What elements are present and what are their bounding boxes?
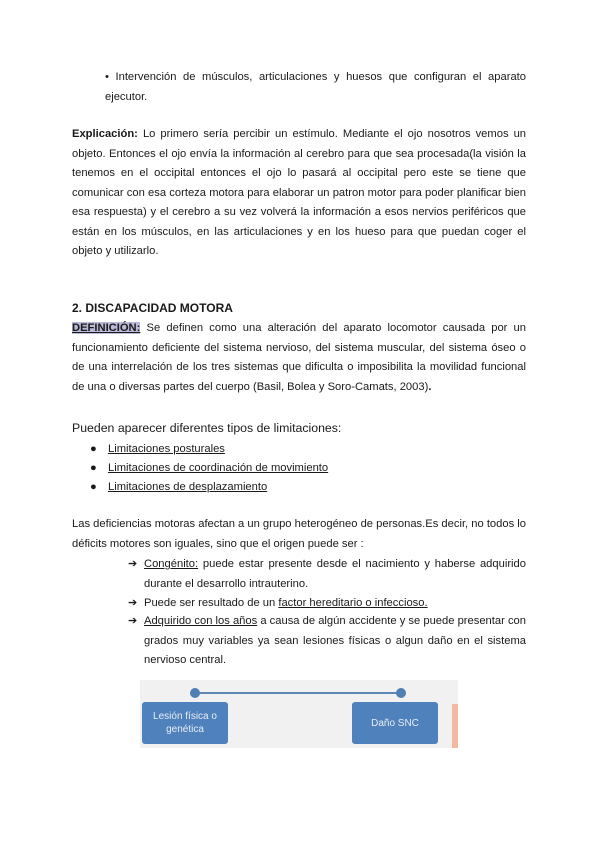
decorative-stripe [452,704,458,748]
definicion-label: DEFINICIÓN: [72,322,141,334]
section-title: 2. DISCAPACIDAD MOTORA [72,301,233,315]
origen-pre: Puede ser resultado de un [144,597,279,609]
arrow-right-icon: ➔ [128,558,138,570]
origen-item-adquirido [128,612,526,671]
arrow-right-icon: ➔ [128,597,138,609]
arrow-right-icon: ➔ [128,615,138,627]
diagram-node-left [190,688,200,698]
bullet-icon: ● [90,462,97,474]
diagram-box-lesion: Lesión física o genética [142,702,228,744]
list-item [90,478,328,497]
origen-link: Adquirido con los años [144,615,258,627]
bullet-icon: ● [90,481,97,493]
explicacion-paragraph [72,125,526,262]
intro-bullet: • Intervención de músculos, articulaciones y huesos que configuran el aparato ejecutor. [105,71,526,103]
limitacion-label: Limitaciones de coordinación de movimiento [108,462,329,474]
origin-diagram [140,680,458,748]
definicion-end: . [428,380,432,393]
explicacion-text: Lo primero sería percibir un estímulo. Mediante el ojo nosotros vemos un objeto. Entonces el ojo envía la información al cerebro para que sea procesada(la visión la tenemos en el occipital entonces el ojo lo pasará al occipital pero este se tiene que comunicar con esa corteza motora para elaborar un patron motor para poder planificar bien esa respuesta) y el cerebro a su vez volverá la información a esos nervios periféricos que están en los músculos, en las articulaciones y en los hueso para que puedan coger el objeto y utilizarlo. [72,128,527,257]
definicion-text: Se definen como una alteración del aparato locomotor causada por un funcionamiento deficiente del sistema nervioso, del sistema muscular, del sistema óseo o de una interrelación de los tres sistemas que dificulta o imposibilita la movilidad funcional de una o diversas partes del cuerpo (Basil, Bolea y Soro-Camats, 2003) [72,322,527,393]
origen-link: factor hereditario o infeccioso. [278,597,428,609]
bullet-icon: ● [90,443,97,455]
origen-item-hereditario [128,594,526,614]
origen-post: a causa de algún accidente y se puede presentar con grados muy variables ya sean lesiones físicas o algun daño en el sistema nervioso central. [144,615,526,666]
limitaciones-list [90,440,328,497]
diagram-box-dano-snc: Daño SNC [352,702,438,744]
limitacion-label: Limitaciones posturales [108,443,225,455]
definicion-paragraph [72,319,526,397]
list-item [90,459,328,478]
list-item [90,440,328,459]
explicacion-label: Explicación: [72,128,138,140]
limitacion-label: Limitaciones de desplazamiento [108,481,268,493]
origen-item-congenito [128,555,526,594]
origen-post: puede estar presente desde el nacimiento y haberse adquirido durante el desarrollo intrauterino. [144,558,526,590]
limitaciones-intro: Pueden aparecer diferentes tipos de limitaciones: [72,421,342,435]
diagram-node-right [396,688,406,698]
diagram-connector-line [195,692,401,694]
deficiencias-paragraph: Las deficiencias motoras afectan a un grupo heterogéneo de personas.Es decir, no todos lo déficits motores son iguales, sino que el origen puede ser : [72,518,527,550]
origen-link: Congénito: [144,558,199,570]
